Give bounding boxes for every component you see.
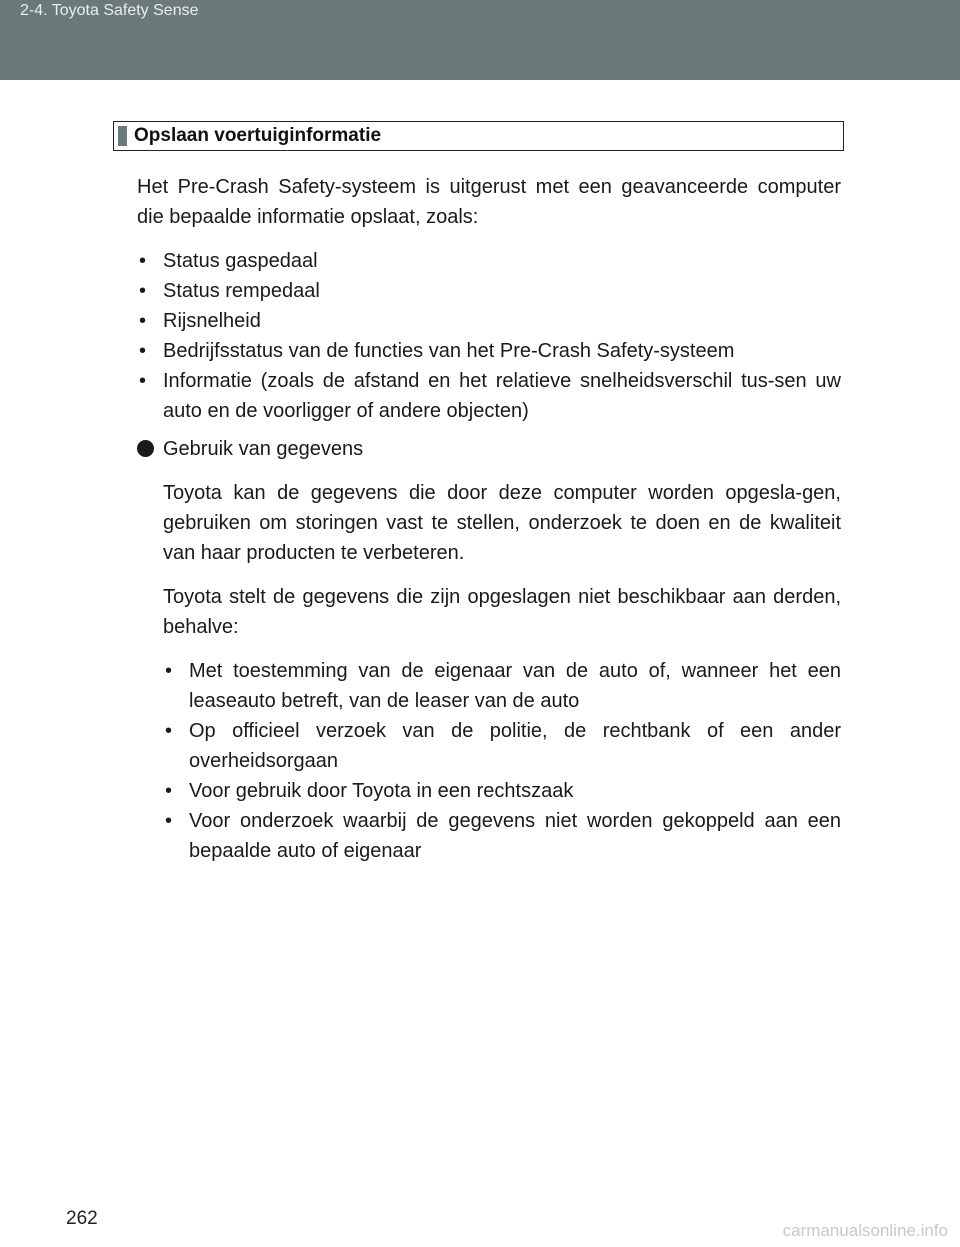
list-item-text: Informatie (zoals de afstand en het relatieve snelheidsverschil tus-sen uw auto en de voorligger of andere objecten)	[163, 370, 841, 422]
list-item	[137, 336, 841, 366]
list-item	[163, 656, 841, 716]
usage-paragraph: Toyota kan de gegevens die door deze computer worden opgesla-gen, gebruiken om storingen vast te stellen, onderzoek te doen en de kwaliteit van haar producten te verbeteren.	[163, 482, 841, 564]
list-item	[137, 276, 841, 306]
subsection-title: Gebruik van gegevens	[163, 438, 364, 460]
list-item-text: Voor onderzoek waarbij de gegevens niet worden gekoppeld aan een bepaalde auto of eigenaar	[189, 810, 841, 862]
list-item-text: Bedrijfsstatus van de functies van het Pre-Crash Safety-systeem	[163, 340, 735, 362]
disclosure-paragraph: Toyota stelt de gegevens die zijn opgeslagen niet beschikbaar aan derden, behalve:	[163, 586, 841, 638]
list-item	[163, 776, 841, 806]
chapter-header	[0, 0, 960, 80]
bullet-icon: •	[139, 280, 147, 302]
bullet-icon: •	[139, 250, 147, 272]
list-item	[137, 246, 841, 276]
bullet-icon: •	[139, 310, 147, 332]
list-item-text: Met toestemming van de eigenaar van de auto of, wanneer het een leaseauto betreft, van de leaser van de auto	[189, 660, 841, 712]
list-item	[163, 716, 841, 776]
stored-info-list	[137, 246, 841, 426]
list-item-text: Op officieel verzoek van de politie, de rechtbank of een ander overheidsorgaan	[189, 720, 841, 772]
section-marker	[118, 126, 127, 146]
bullet-icon: •	[165, 780, 173, 802]
bullet-icon: •	[139, 370, 147, 392]
intro-paragraph: Het Pre-Crash Safety-systeem is uitgerust met een geavanceerde computer die bepaalde informatie opslaat, zoals:	[137, 176, 841, 228]
list-item-text: Rijsnelheid	[163, 310, 261, 332]
bullet-icon: •	[165, 660, 173, 682]
list-item	[137, 366, 841, 426]
list-item-text: Voor gebruik door Toyota in een rechtszaak	[189, 780, 574, 802]
subsection-body	[163, 478, 841, 866]
bullet-icon: •	[139, 340, 147, 362]
section-heading-box	[113, 121, 844, 151]
subsection-heading	[137, 434, 841, 464]
bullet-icon: •	[165, 720, 173, 742]
watermark: carmanualsonline.info	[782, 1221, 948, 1240]
list-item-text: Status gaspedaal	[163, 250, 318, 272]
section-title: Opslaan voertuiginformatie	[134, 125, 382, 146]
page-number: 262	[66, 1208, 98, 1229]
list-item-text: Status rempedaal	[163, 280, 320, 302]
list-item	[137, 306, 841, 336]
chapter-title: 2-4. Toyota Safety Sense	[20, 2, 199, 19]
filled-circle-icon	[137, 440, 154, 457]
exceptions-list	[163, 656, 841, 866]
list-item	[163, 806, 841, 866]
bullet-icon: •	[165, 810, 173, 832]
main-content	[137, 172, 841, 866]
